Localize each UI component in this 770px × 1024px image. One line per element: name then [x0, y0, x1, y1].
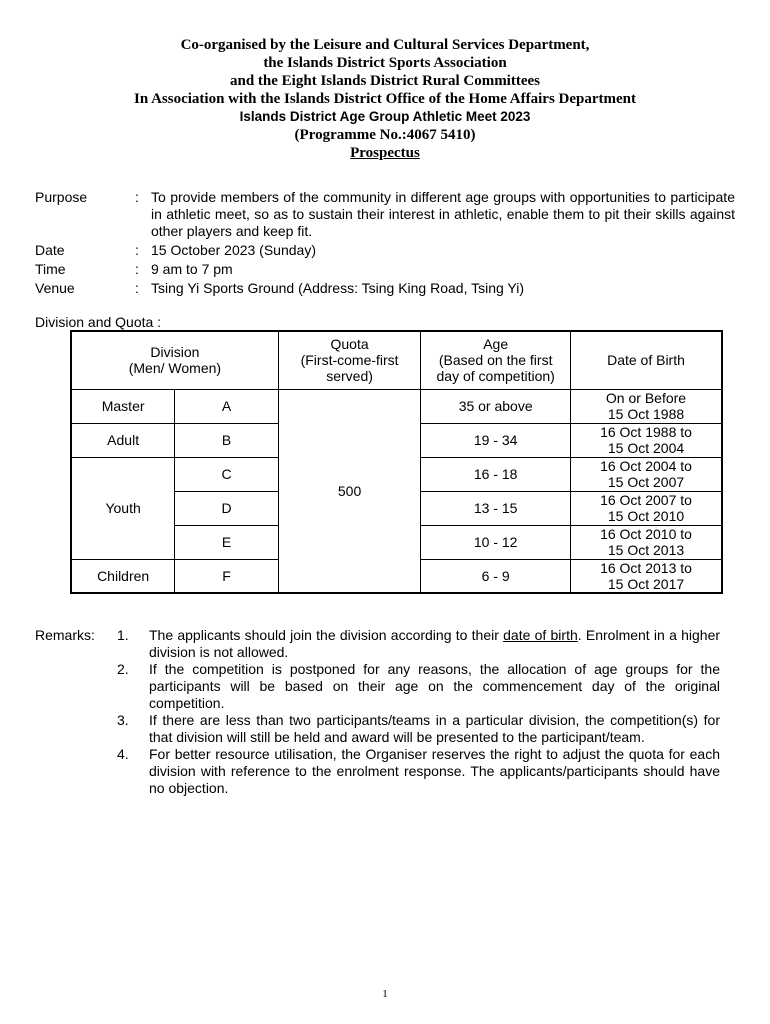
division-code: D	[175, 491, 279, 525]
header-line-3: and the Eight Islands District Rural Committees	[230, 73, 540, 89]
remark-text-before: The applicants should join the division according to their	[149, 627, 504, 643]
division-code: A	[175, 389, 279, 423]
division-code: F	[175, 559, 279, 593]
header-line-2: the Islands District Sports Association	[263, 55, 507, 71]
remark-text: If there are less than two participants/teams in a particular division, the competition(s) for that division will still be held and award will be presented to the participant/team.	[149, 712, 720, 745]
age-range: 35 or above	[421, 389, 571, 423]
remark-number: 3.	[117, 712, 129, 728]
document-header	[0, 36, 770, 162]
date-row	[35, 242, 735, 259]
time-value: 9 am to 7 pm	[151, 261, 233, 277]
remark-item	[35, 712, 720, 746]
event-info	[35, 189, 735, 299]
remarks-section	[35, 627, 720, 797]
table-header-row	[71, 331, 722, 389]
division-code: C	[175, 457, 279, 491]
date-of-birth: 16 Oct 2013 to 15 Oct 2017	[571, 559, 723, 593]
colon: :	[135, 280, 139, 296]
group-youth: Youth	[71, 457, 175, 559]
purpose-row	[35, 189, 735, 240]
remark-number: 2.	[117, 661, 129, 677]
group-master: Master	[71, 389, 175, 423]
time-label: Time	[35, 261, 66, 277]
remark-number: 1.	[117, 627, 129, 643]
header-dob: Date of Birth	[571, 331, 723, 389]
header-line-4: In Association with the Islands District Office of the Home Affairs Department	[133, 91, 637, 107]
remark-item	[35, 627, 720, 661]
date-of-birth: 16 Oct 2007 to 15 Oct 2010	[571, 491, 723, 525]
colon: :	[135, 189, 139, 205]
date-value: 15 October 2023 (Sunday)	[151, 242, 316, 258]
remark-item	[35, 746, 720, 797]
purpose-label: Purpose	[35, 189, 88, 205]
header-quota: Quota (First-come-first served)	[278, 331, 421, 389]
time-row	[35, 261, 735, 278]
remark-item	[35, 661, 720, 712]
remark-text: For better resource utilisation, the Organiser reserves the right to adjust the quota for each division with reference to the enrolment response. The applicants/participants should have no objection.	[149, 746, 720, 796]
purpose-value: To provide members of the community in different age groups with opportunities to participate in athletic meet, so as to sustain their interest in athletic, enable them to pit their skills against other players and keep fit.	[151, 189, 735, 239]
date-of-birth: 16 Oct 2004 to 15 Oct 2007	[571, 457, 723, 491]
date-of-birth: On or Before 15 Oct 1988	[571, 389, 723, 423]
age-range: 6 - 9	[421, 559, 571, 593]
venue-value: Tsing Yi Sports Ground (Address: Tsing King Road, Tsing Yi)	[151, 280, 525, 296]
age-range: 19 - 34	[421, 423, 571, 457]
colon: :	[135, 242, 139, 258]
date-of-birth: 16 Oct 1988 to 15 Oct 2004	[571, 423, 723, 457]
header-age: Age (Based on the first day of competition)	[421, 331, 571, 389]
remark-underlined: date of birth	[503, 627, 578, 643]
prospectus-title: Prospectus	[350, 145, 420, 161]
division-quota-table	[70, 330, 723, 594]
table-row	[71, 389, 722, 423]
colon: :	[135, 261, 139, 277]
quota-value: 500	[278, 389, 421, 593]
header-division: Division (Men/ Women)	[71, 331, 278, 389]
remark-number: 4.	[117, 746, 129, 762]
remarks-label: Remarks:	[35, 627, 95, 643]
date-of-birth: 16 Oct 2010 to 15 Oct 2013	[571, 525, 723, 559]
venue-label: Venue	[35, 280, 75, 296]
age-range: 10 - 12	[421, 525, 571, 559]
division-quota-title: Division and Quota :	[35, 314, 162, 330]
meet-title: Islands District Age Group Athletic Meet 2023	[239, 109, 531, 124]
remark-text: If the competition is postponed for any reasons, the allocation of age groups for the participants will be based on their age on the commencement day of the original competition.	[149, 661, 720, 711]
division-code: B	[175, 423, 279, 457]
division-code: E	[175, 525, 279, 559]
group-adult: Adult	[71, 423, 175, 457]
age-range: 13 - 15	[421, 491, 571, 525]
age-range: 16 - 18	[421, 457, 571, 491]
header-line-1: Co-organised by the Leisure and Cultural Services Department,	[180, 37, 590, 53]
page-number: 1	[382, 988, 388, 1000]
remark-text-after: . Enrolment in a higher division is not allowed.	[149, 627, 721, 660]
date-label: Date	[35, 242, 65, 258]
group-children: Children	[71, 559, 175, 593]
venue-row	[35, 280, 735, 297]
programme-number: (Programme No.:4067 5410)	[294, 127, 476, 143]
